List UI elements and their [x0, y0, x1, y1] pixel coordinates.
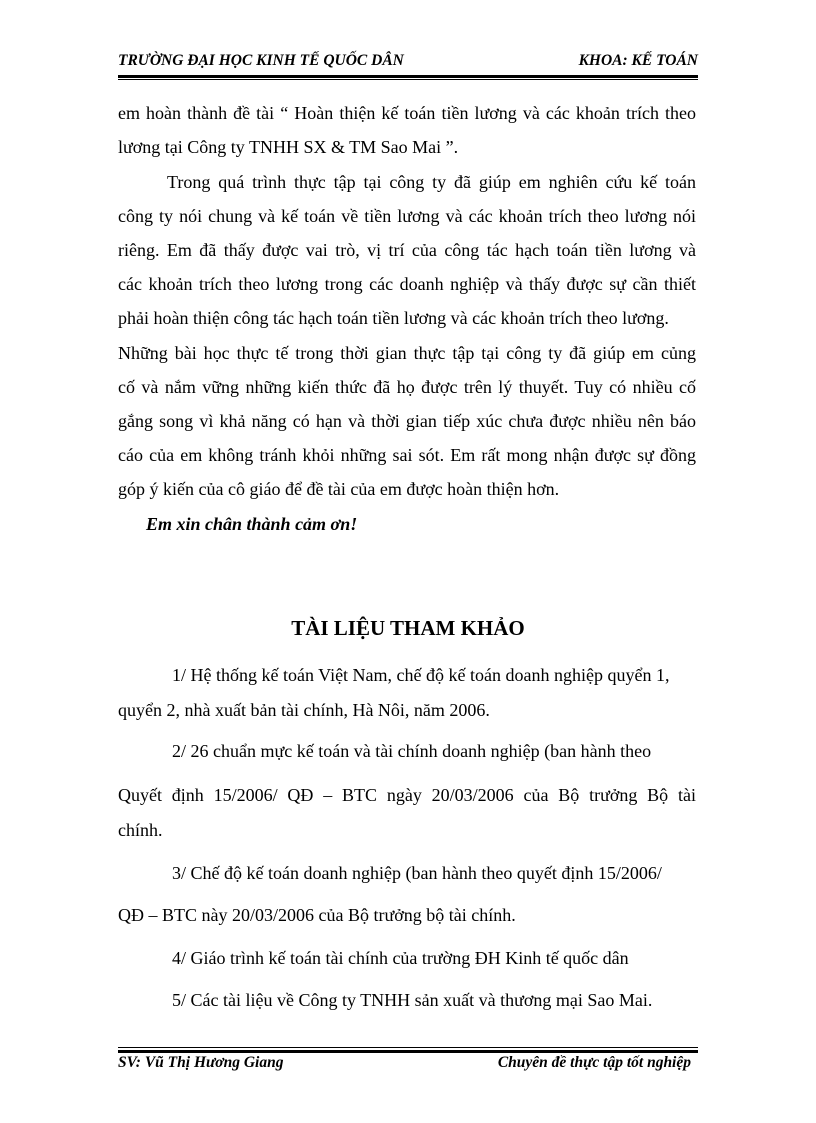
reference-line: 2/ 26 chuẩn mực kế toán và tài chính doanh nghiệp (ban hành theo: [172, 741, 652, 761]
header-faculty: KHOA: KẾ TOÁN: [578, 52, 698, 69]
reference-line: chính.: [118, 820, 163, 840]
reference-line: Quyết định 15/2006/ QĐ – BTC ngày 20/03/2006 của Bộ trưởng Bộ tài: [118, 785, 696, 805]
thanks-line: Em xin chân thành cảm ơn!: [146, 514, 358, 534]
reference-line: 3/ Chế độ kế toán doanh nghiệp (ban hành theo quyết định 15/2006/: [172, 863, 662, 883]
footer-rule-thin: [118, 1047, 698, 1048]
reference-line: quyển 2, nhà xuất bản tài chính, Hà Nôi, năm 2006.: [118, 700, 490, 720]
footer-thesis-type: Chuyên đề thực tập tốt nghiệp: [497, 1054, 691, 1071]
page-footer: [118, 1054, 691, 1076]
body-line: lương tại Công ty TNHH SX & TM Sao Mai ”.: [118, 137, 459, 157]
body-line: Trong quá trình thực tập tại công ty đã giúp em nghiên cứu kế toán: [167, 172, 696, 192]
references-title: TÀI LIỆU THAM KHẢO: [291, 616, 525, 640]
footer-student: SV: Vũ Thị Hương Giang: [118, 1054, 284, 1071]
header-university: TRƯỜNG ĐẠI HỌC KINH TẾ QUỐC DÂN: [118, 52, 404, 69]
footer-rule-thick: [118, 1050, 698, 1053]
reference-line: 1/ Hệ thống kế toán Việt Nam, chế độ kế toán doanh nghiệp quyển 1,: [172, 665, 670, 685]
body-line: góp ý kiến của cô giáo để đề tài của em được hoàn thiện hơn.: [118, 479, 560, 499]
body-line: cố và nắm vững những kiến thức đã họ được trên lý thuyết. Tuy có nhiều cố: [118, 377, 696, 397]
body-line: công ty nói chung và kế toán về tiền lương và các khoản trích theo lương nói: [118, 206, 696, 226]
reference-line: 5/ Các tài liệu về Công ty TNHH sản xuất và thương mại Sao Mai.: [172, 990, 653, 1010]
page-header: [118, 52, 698, 74]
body-line: riêng. Em đã thấy được vai trò, vị trí của công tác hạch toán tiền lương và: [118, 240, 696, 260]
body-line: cáo của em không tránh khỏi những sai sót. Em rất mong nhận được sự đồng: [118, 445, 696, 465]
header-rule-thick: [118, 75, 698, 78]
body-line: Những bài học thực tế trong thời gian thực tập tại công ty đã giúp em củng: [118, 343, 696, 363]
body-line: các khoản trích theo lương trong các doanh nghiệp và thấy được sự cần thiết: [118, 274, 696, 294]
body-line: gắng song vì khả năng có hạn và thời gian tiếp xúc chưa được nhiều nên báo: [118, 411, 696, 431]
body-line: phải hoàn thiện công tác hạch toán tiền lương và các khoản trích theo lương.: [118, 308, 669, 328]
reference-line: 4/ Giáo trình kế toán tài chính của trường ĐH Kinh tế quốc dân: [172, 948, 629, 968]
header-rule-thin: [118, 79, 698, 80]
reference-line: QĐ – BTC này 20/03/2006 của Bộ trưởng bộ tài chính.: [118, 905, 516, 925]
body-line: em hoàn thành đề tài “ Hoàn thiện kế toán tiền lương và các khoản trích theo: [118, 103, 696, 123]
